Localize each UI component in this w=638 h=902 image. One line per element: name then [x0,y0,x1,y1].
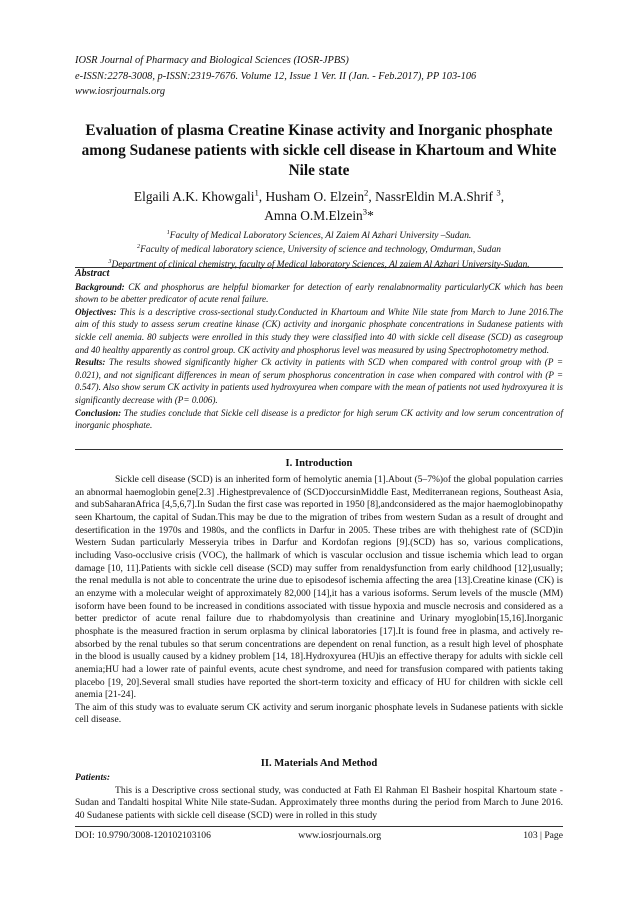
corresponding-mark: * [367,208,374,223]
journal-header [75,53,476,100]
journal-website[interactable]: www.iosrjournals.org [75,86,166,97]
issn-line: e-ISSN:2278-3008, p-ISSN:2319-7676. Volume 12, Issue 1 Ver. II (Jan. - Feb.2017), PP 103-106 [75,70,477,82]
affiliation-line: $^2$Faculty of medical laboratory science, University of science and technology, Omdurman, Sudan [137,244,501,256]
subsection-heading-patients: Patients: [75,772,111,783]
author-affil-ref: 3 [496,187,501,198]
paragraph: This is a Descriptive cross sectional study, was conducted at Fath El Rahman El Basheir hospital Khartoum state -Sudan and Tandalti hospital White Nile state-Sudan. Approximately three months during the period from March to June 2016. 40 Sudanese patients with sickle cell disease (SCD) were in rolled in this study [75,784,563,821]
author-name: Amna O.M.Elzein [264,208,363,223]
paragraph: Sickle cell disease (SCD) is an inherited form of hemolytic anemia [1].About (5–7%)of the global population carries an abnormal haemoglobin gene[2.3] .Highestprevalence of (SCD)occursinMiddle East, Mediterranean regions, Southeast Asia, and subSaharanAfrica [4,5,6,7].In Sudan the first case was reported in 1950 [8],andconsidered as the major haemoglobinopathy seen Khartoum, the capital of Sudan.This may be due to the migration of tribes from western Sudan as a result of drought and desertification in the 1970s and 1980s, and the conflicts in Darfur in 2005. These tribes are with thehighest rate of (SCD)in Western Sudan particularly Messeryia tribes in Darfur and Kordofan regions [9].(SCD) has so, various complications, including Vaso-occlusive crisis (VOC), the hallmark of which is vascular occlusion and tissue ischemia which lead to organ damage [10, 11].Patients with sickle cell disease (SCD) may suffer from renaldysfunction from early childhood [12],usually; the renal medulla is not able to concentrate the urine due to episodesof ischemia affecting the area [13].Creatine kinase (CK) is an enzyme with a molecular weight of approximately 82,000 [14],it has a various isoforms. Serum levels of the muscle (MM) isoform have been found to be increased in conditions associated with tissue hypoxia and muscle necrosis and considered as a better predictor of acute renal failure due to rhabdomyolysis than creatinine and Urinary myoglobin[15,16].Inorganic phosphate is the measured fraction in serum orplasma by clinical laboratories [17].It is found free in plasma, and actively re-absorbed by the renal tubules so that serum concentrations are dependent on renal function, as a result high level of phosphate in the blood is usually caused by a kidney problem [14, 18].Hydroxyurea (HU)is an effective therapy for adults with sickle cell anemia;HU had a lower rate of painful events, acute chest syndrome, and need for transfusion compared with patients taking placebo [19, 20].Several small studies have reported the short-term toxicity and efficacy of HU for children with sickle cell anemia [21-24]. [75,474,563,701]
author-name: Elgaili A.K. Khowgali [133,189,255,204]
paper-title: Evaluation of plasma Creatine Kinase activity and Inorganic phosphate among Sudanese patients with sickle cell disease in Khartoum and White Nile state [81,122,557,179]
abstract-objectives: Objectives: This is a descriptive cross-sectional study.Conducted in Khartoum and White Nile state from March to June 2016.The aim of this study to assess serum creatine kinase (CK) activity and inorganic phosphate concentrations in Sudanese patients with sickle cell anemia. 80 subjects were enrolled in this study they were classified into 40 with sickle cell disease (SCD) as casegroup and 40 healthy apparently as control group. CK activity and phosphorus level was measured by using Spectrophotometry method. [75,306,563,355]
abstract-results: Results: The results showed significantly higher Ck activity in patients with SCD when compared with control group with (P = 0.021), and not significant differences in mean of serum phosphorus concentration in case when compared with control with (P = 0.547). Also show serum CK activity in patients used hydroxyurea when compare with the mean of patients not used hydroxyurea it is significantly decrease with (P= 0.006). [75,357,563,405]
affiliation-line: $^3$Department of clinical chemistry, faculty of Medical laboratory Sciences, Al zaiem Al Azhari University-Sudan. [108,258,530,270]
author-affil-ref: 2 [364,187,369,198]
paragraph: The aim of this study was to evaluate serum CK activity and serum inorganic phosphate levels in Sudanese patients with sickle cell disease. [75,701,563,726]
author-list: Elgaili A.K. Khowgali$^1$, Husham O. Elzein$^2$, NassrEldin M.A.Shrif $^3$, Amna O.M.Elzein$^3$* [133,187,505,223]
section-heading-methods: II. Materials And Method [260,758,378,769]
abstract-background: Background: CK and phosphorus are helpful biomarker for detection of early renalabnormality particularlyCK which has been shown to be abetter predicator of acute renal failure. [75,281,563,305]
journal-name: IOSR Journal of Pharmacy and Biological Sciences (IOSR-JPBS) [75,55,349,66]
methods-body [75,772,563,823]
author-affil-ref: 3 [362,206,368,217]
section-heading-introduction: I. Introduction [285,458,353,469]
footer-website[interactable]: www.iosrjournals.org [298,830,382,841]
footer-doi: DOI: 10.9790/3008-120102103106 [75,830,211,841]
author-name: , Husham O. Elzein [258,189,365,204]
footer-divider [75,826,563,827]
footer-page-number: 103 | Page [523,830,563,841]
author-affil-ref: 1 [254,187,259,198]
author-name: , NassrEldin M.A.Shrif [368,189,497,204]
abstract-conclusion: Conclusion: The studies conclude that Sickle cell disease is a predictor for high serum CK activity and low serum concentration of inorganic phosphate. [75,407,563,431]
affiliations [65,229,573,272]
divider [75,449,563,450]
introduction-body [75,474,563,727]
affiliation-line: $^1$Faculty of Medical Laboratory Sciences, Al Zaiem Al Azhari University –Sudan. [166,229,472,241]
abstract-heading: Abstract [75,268,110,279]
abstract [75,268,563,432]
